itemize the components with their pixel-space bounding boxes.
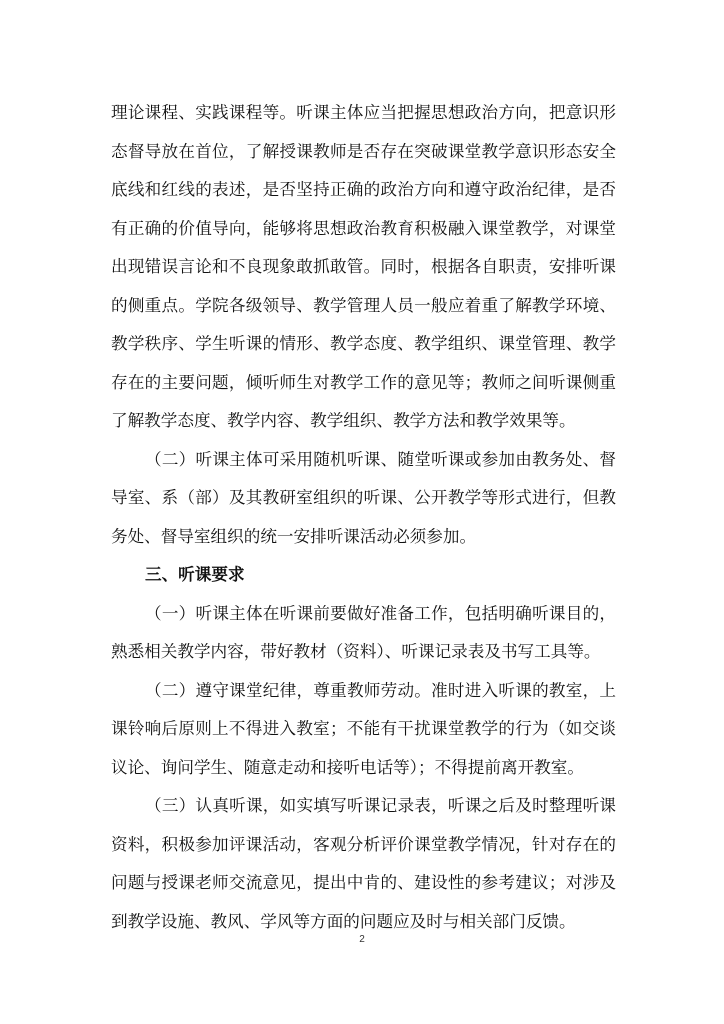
paragraph-line: 资料，积极参加评课活动，客观分析评价课堂教学情况，针对存在的: [111, 834, 616, 854]
paragraph-line: 态督导放在首位，了解授课教师是否存在突破课堂教学意识形态安全: [111, 141, 616, 161]
paragraph-line: 导室、系（部）及其教研室组织的听课、公开教学等形式进行，但教: [111, 488, 616, 507]
paragraph-line: （三）认真听课，如实填写听课记录表，听课之后及时整理听课: [145, 796, 616, 815]
paragraph-line: 理论课程、实践课程等。听课主体应当把握思想政治方向，把意识形: [111, 103, 616, 122]
page-number: 2: [359, 934, 365, 945]
paragraph-line: 到教学设施、教风、学风等方面的问题应及时与相关部门反馈。: [111, 911, 576, 931]
paragraph-line: 议论、询问学生、随意走动和接听电话等）；不得提前离开教室。: [111, 757, 584, 777]
section-heading: 三、听课要求: [145, 565, 245, 584]
paragraph-line: 出现错误言论和不良现象敢抓敢管。同时，根据各自职责，安排听课: [111, 257, 616, 276]
paragraph-line: （二）遵守课堂纪律，尊重教师劳动。准时进入听课的教室，上: [145, 680, 616, 700]
paragraph-line: 熟悉相关教学内容，带好教材（资料）、听课记录表及书写工具等。: [111, 642, 601, 661]
document-body: [111, 94, 616, 941]
paragraph-line: 了解教学态度、教学内容、教学组织、教学方法和教学效果等。: [111, 411, 576, 430]
paragraph-line: 教学秩序、学生听课的情形、教学态度、教学组织、课堂管理、教学: [111, 334, 616, 353]
paragraph-line: 有正确的价值导向，能够将思想政治教育积极融入课堂教学，对课堂: [111, 218, 616, 238]
paragraph-line: 问题与授课老师交流意见，提出中肯的、建设性的参考建议；对涉及: [111, 873, 616, 892]
paragraph-line: 底线和红线的表述，是否坚持正确的政治方向和遵守政治纪律，是否: [111, 180, 616, 199]
paragraph-line: 的侧重点。学院各级领导、教学管理人员一般应着重了解教学环境、: [111, 295, 616, 315]
paragraph-line: （二）听课主体可采用随机听课、随堂听课或参加由教务处、督: [145, 449, 616, 469]
paragraph-line: （一）听课主体在听课前要做好准备工作，包括明确听课目的，: [145, 603, 616, 623]
paragraph-line: 课铃响后原则上不得进入教室；不能有干扰课堂教学的行为（如交谈: [111, 719, 616, 738]
paragraph-line: 务处、督导室组织的统一安排听课活动必须参加。: [111, 526, 477, 546]
paragraph-line: 存在的主要问题，倾听师生对教学工作的意见等；教师之间听课侧重: [111, 372, 616, 392]
